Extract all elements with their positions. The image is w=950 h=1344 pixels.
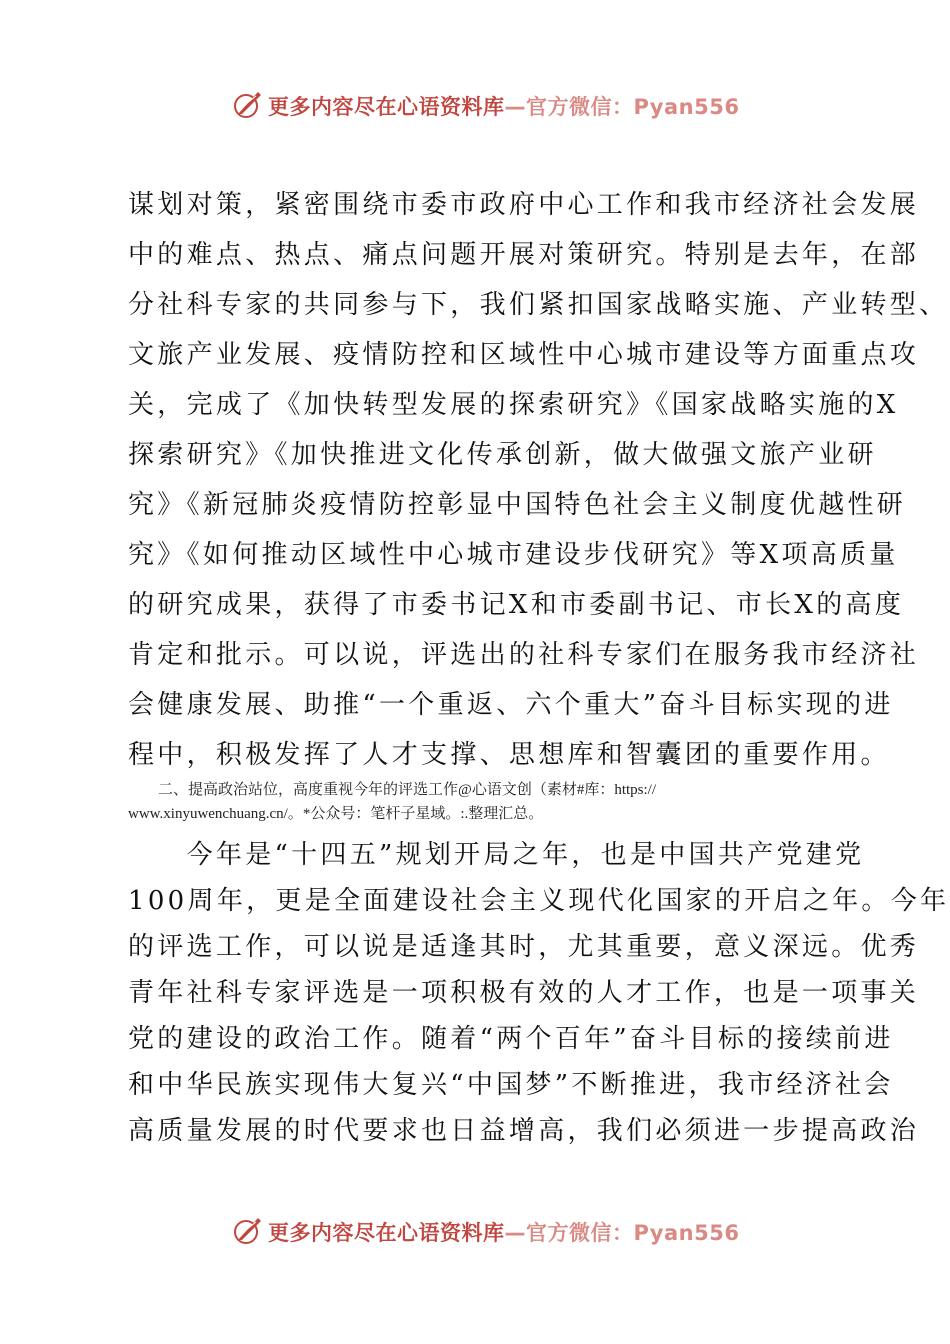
text-line: 的评选工作，可以说是适逢其时，尤其重要，意义深远。优秀 [128, 932, 920, 962]
text-line: 文旅产业发展、疫情防控和区域性中心城市建设等方面重点攻 [128, 340, 920, 370]
footer-banner [0, 1210, 950, 1250]
text-line: 究》《新冠肺炎疫情防控彰显中国特色社会主义制度优越性研 [128, 490, 907, 520]
text-line: 青年社科专家评选是一项积极有效的人才工作，也是一项事关 [128, 978, 920, 1008]
quill-logo-icon [232, 88, 264, 120]
banner-text: 更多内容尽在心语资料库—官方微信：Pyan556 [268, 1221, 740, 1245]
text-line: 关，完成了《加快转型发展的探索研究》《国家战略实施的X [128, 390, 899, 420]
text-line: 高质量发展的时代要求也日益增高，我们必须进一步提高政治 [128, 1116, 920, 1146]
text-line: 肯定和批示。可以说，评选出的社科专家们在服务我市经济社 [128, 640, 920, 670]
text-line: 究》《如何推动区域性中心城市建设步伐研究》等X项高质量 [128, 540, 899, 570]
heading-line: 二、提高政治站位，高度重视今年的评选工作@心语文创（素材#库：https:// [128, 782, 656, 798]
text-line: 探索研究》《加快推进文化传承创新，做大做强文旅产业研 [128, 440, 877, 470]
text-line: 中的难点、热点、痛点问题开展对策研究。特别是去年，在部 [128, 240, 920, 270]
quill-logo-icon [232, 1214, 264, 1246]
text-line: 100周年，更是全面建设社会主义现代化国家的开启之年。今年 [128, 886, 950, 916]
heading-line: www.xinyuwenchuang.cn/。*公众号：笔杆子星域。:.整理汇总。 [128, 806, 544, 822]
text-line: 谋划对策，紧密围绕市委市政府中心工作和我市经济社会发展 [128, 190, 920, 220]
text-line: 党的建设的政治工作。随着“两个百年”奋斗目标的接续前进 [128, 1024, 894, 1054]
banner-text: 更多内容尽在心语资料库—官方微信：Pyan556 [268, 95, 740, 119]
text-line: 程中，积极发挥了人才支撑、思想库和智囊团的重要作用。 [128, 740, 890, 770]
header-banner [0, 84, 950, 124]
text-line: 会健康发展、助推“一个重返、六个重大”奋斗目标实现的进 [128, 690, 894, 720]
text-line: 分社科专家的共同参与下，我们紧扣国家战略实施、产业转型、 [128, 290, 949, 320]
text-line: 的研究成果，获得了市委书记X和市委副书记、市长X的高度 [128, 590, 905, 620]
text-line: 今年是“十四五”规划开局之年，也是中国共产党建党 [128, 840, 865, 870]
text-line: 和中华民族实现伟大复兴“中国梦”不断推进，我市经济社会 [128, 1070, 894, 1100]
